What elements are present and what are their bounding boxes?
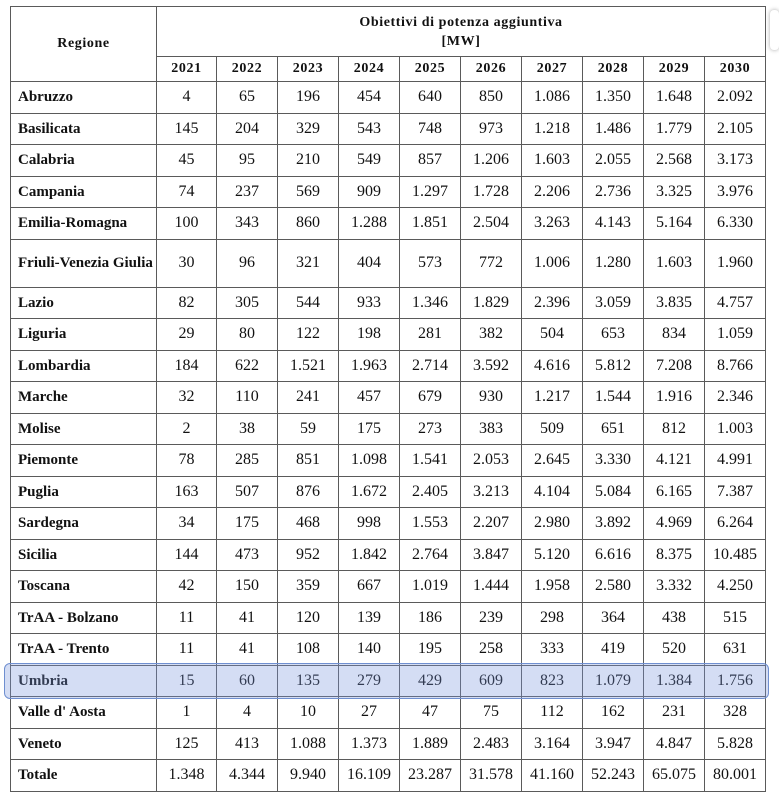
value-cell: 23.287 (400, 760, 461, 792)
value-cell: 237 (217, 176, 278, 208)
value-cell: 3.164 (522, 728, 583, 760)
value-cell: 2.055 (583, 145, 644, 177)
table-row (11, 445, 766, 477)
value-cell: 1.672 (339, 476, 400, 508)
value-cell: 1.348 (157, 760, 217, 792)
value-cell: 3.592 (461, 350, 522, 382)
value-cell: 3.213 (461, 476, 522, 508)
value-cell: 298 (522, 602, 583, 634)
table-container (10, 6, 766, 792)
value-cell: 184 (157, 350, 217, 382)
value-cell: 1 (157, 697, 217, 729)
value-cell: 520 (644, 634, 705, 666)
value-cell: 42 (157, 571, 217, 603)
value-cell: 3.947 (583, 728, 644, 760)
table-row (11, 319, 766, 351)
value-cell: 195 (400, 634, 461, 666)
region-name: Toscana (11, 571, 157, 603)
value-cell: 834 (644, 319, 705, 351)
value-cell: 82 (157, 287, 217, 319)
value-cell: 1.756 (705, 665, 766, 697)
value-cell: 8.375 (644, 539, 705, 571)
value-cell: 16.109 (339, 760, 400, 792)
value-cell: 196 (278, 82, 339, 114)
value-cell: 2.714 (400, 350, 461, 382)
value-cell: 135 (278, 665, 339, 697)
value-cell: 419 (583, 634, 644, 666)
value-cell: 140 (339, 634, 400, 666)
table-row (11, 413, 766, 445)
region-name: Calabria (11, 145, 157, 177)
value-cell: 41 (217, 634, 278, 666)
table-row (11, 602, 766, 634)
region-name: Marche (11, 382, 157, 414)
value-cell: 2.396 (522, 287, 583, 319)
value-cell: 1.086 (522, 82, 583, 114)
table-row (11, 350, 766, 382)
value-cell: 473 (217, 539, 278, 571)
table-row (11, 634, 766, 666)
value-cell: 1.779 (644, 113, 705, 145)
value-cell: 468 (278, 508, 339, 540)
value-cell: 45 (157, 145, 217, 177)
value-cell: 933 (339, 287, 400, 319)
value-cell: 4.616 (522, 350, 583, 382)
value-cell: 1.384 (644, 665, 705, 697)
value-cell: 1.088 (278, 728, 339, 760)
region-name: Friuli-Venezia Giulia (11, 239, 157, 287)
value-cell: 2.645 (522, 445, 583, 477)
value-cell: 507 (217, 476, 278, 508)
value-cell: 110 (217, 382, 278, 414)
value-cell: 1.280 (583, 239, 644, 287)
value-cell: 2.568 (644, 145, 705, 177)
value-cell: 75 (461, 697, 522, 729)
table-row (11, 382, 766, 414)
value-cell: 1.603 (522, 145, 583, 177)
region-name: Molise (11, 413, 157, 445)
value-cell: 4.757 (705, 287, 766, 319)
value-cell: 1.541 (400, 445, 461, 477)
value-cell: 1.218 (522, 113, 583, 145)
table-row (11, 113, 766, 145)
value-cell: 3.332 (644, 571, 705, 603)
value-cell: 1.006 (522, 239, 583, 287)
value-cell: 454 (339, 82, 400, 114)
value-cell: 65.075 (644, 760, 705, 792)
value-cell: 52.243 (583, 760, 644, 792)
value-cell: 543 (339, 113, 400, 145)
value-cell: 204 (217, 113, 278, 145)
table-row (11, 665, 766, 697)
region-name: Campania (11, 176, 157, 208)
value-cell: 1.728 (461, 176, 522, 208)
value-cell: 1.960 (705, 239, 766, 287)
value-cell: 1.288 (339, 208, 400, 240)
year-header: 2024 (339, 57, 400, 82)
value-cell: 1.003 (705, 413, 766, 445)
table-row (11, 208, 766, 240)
value-cell: 321 (278, 239, 339, 287)
value-cell: 1.444 (461, 571, 522, 603)
value-cell: 573 (400, 239, 461, 287)
value-cell: 5.084 (583, 476, 644, 508)
value-cell: 175 (217, 508, 278, 540)
value-cell: 1.079 (583, 665, 644, 697)
value-cell: 1.486 (583, 113, 644, 145)
value-cell: 2.053 (461, 445, 522, 477)
value-cell: 231 (644, 697, 705, 729)
value-cell: 5.812 (583, 350, 644, 382)
value-cell: 359 (278, 571, 339, 603)
value-cell: 622 (217, 350, 278, 382)
value-cell: 186 (400, 602, 461, 634)
value-cell: 1.019 (400, 571, 461, 603)
value-cell: 609 (461, 665, 522, 697)
value-cell: 47 (400, 697, 461, 729)
value-cell: 2.207 (461, 508, 522, 540)
value-cell: 1.544 (583, 382, 644, 414)
value-cell: 823 (522, 665, 583, 697)
table-body (11, 82, 766, 792)
value-cell: 3.847 (461, 539, 522, 571)
value-cell: 4.969 (644, 508, 705, 540)
region-name: Veneto (11, 728, 157, 760)
value-cell: 7.387 (705, 476, 766, 508)
value-cell: 851 (278, 445, 339, 477)
value-cell: 640 (400, 82, 461, 114)
table-row (11, 82, 766, 114)
value-cell: 198 (339, 319, 400, 351)
value-cell: 1.842 (339, 539, 400, 571)
year-header: 2030 (705, 57, 766, 82)
value-cell: 32 (157, 382, 217, 414)
region-name: Liguria (11, 319, 157, 351)
value-cell: 4 (217, 697, 278, 729)
value-cell: 850 (461, 82, 522, 114)
table-row (11, 239, 766, 287)
region-name: TrAA - Trento (11, 634, 157, 666)
value-cell: 413 (217, 728, 278, 760)
value-cell: 329 (278, 113, 339, 145)
value-cell: 15 (157, 665, 217, 697)
value-cell: 100 (157, 208, 217, 240)
value-cell: 3.330 (583, 445, 644, 477)
value-cell: 80.001 (705, 760, 766, 792)
value-cell: 162 (583, 697, 644, 729)
value-cell: 150 (217, 571, 278, 603)
value-cell: 857 (400, 145, 461, 177)
value-cell: 145 (157, 113, 217, 145)
value-cell: 667 (339, 571, 400, 603)
value-cell: 239 (461, 602, 522, 634)
value-cell: 2.504 (461, 208, 522, 240)
group-header-unit: [MW] (441, 33, 481, 49)
value-cell: 3.173 (705, 145, 766, 177)
value-cell: 1.553 (400, 508, 461, 540)
region-name: Emilia-Romagna (11, 208, 157, 240)
year-header: 2022 (217, 57, 278, 82)
value-cell: 3.325 (644, 176, 705, 208)
value-cell: 10.485 (705, 539, 766, 571)
value-cell: 59 (278, 413, 339, 445)
value-cell: 6.165 (644, 476, 705, 508)
value-cell: 210 (278, 145, 339, 177)
value-cell: 364 (583, 602, 644, 634)
value-cell: 6.330 (705, 208, 766, 240)
value-cell: 2.105 (705, 113, 766, 145)
value-cell: 549 (339, 145, 400, 177)
value-cell: 2.346 (705, 382, 766, 414)
value-cell: 6.264 (705, 508, 766, 540)
value-cell: 382 (461, 319, 522, 351)
value-cell: 3.059 (583, 287, 644, 319)
value-cell: 504 (522, 319, 583, 351)
value-cell: 1.916 (644, 382, 705, 414)
value-cell: 38 (217, 413, 278, 445)
value-cell: 952 (278, 539, 339, 571)
region-name: Puglia (11, 476, 157, 508)
value-cell: 4.121 (644, 445, 705, 477)
value-cell: 3.835 (644, 287, 705, 319)
value-cell: 812 (644, 413, 705, 445)
value-cell: 515 (705, 602, 766, 634)
value-cell: 6.616 (583, 539, 644, 571)
value-cell: 31.578 (461, 760, 522, 792)
value-cell: 74 (157, 176, 217, 208)
year-header: 2029 (644, 57, 705, 82)
group-header (157, 7, 766, 57)
value-cell: 163 (157, 476, 217, 508)
value-cell: 4 (157, 82, 217, 114)
total-label: Totale (11, 760, 157, 792)
value-cell: 120 (278, 602, 339, 634)
value-cell: 651 (583, 413, 644, 445)
value-cell: 8.766 (705, 350, 766, 382)
value-cell: 1.059 (705, 319, 766, 351)
year-header: 2023 (278, 57, 339, 82)
value-cell: 653 (583, 319, 644, 351)
value-cell: 7.208 (644, 350, 705, 382)
value-cell: 285 (217, 445, 278, 477)
value-cell: 125 (157, 728, 217, 760)
year-header: 2026 (461, 57, 522, 82)
value-cell: 279 (339, 665, 400, 697)
table-row (11, 476, 766, 508)
value-cell: 4.344 (217, 760, 278, 792)
value-cell: 34 (157, 508, 217, 540)
value-cell: 96 (217, 239, 278, 287)
value-cell: 112 (522, 697, 583, 729)
value-cell: 631 (705, 634, 766, 666)
value-cell: 4.143 (583, 208, 644, 240)
value-cell: 2.764 (400, 539, 461, 571)
value-cell: 281 (400, 319, 461, 351)
value-cell: 1.346 (400, 287, 461, 319)
value-cell: 569 (278, 176, 339, 208)
value-cell: 41 (217, 602, 278, 634)
value-cell: 29 (157, 319, 217, 351)
value-cell: 241 (278, 382, 339, 414)
value-cell: 438 (644, 602, 705, 634)
value-cell: 1.098 (339, 445, 400, 477)
value-cell: 909 (339, 176, 400, 208)
value-cell: 930 (461, 382, 522, 414)
table-row (11, 728, 766, 760)
value-cell: 27 (339, 697, 400, 729)
region-name: Umbria (11, 665, 157, 697)
value-cell: 1.851 (400, 208, 461, 240)
table-row (11, 508, 766, 540)
value-cell: 1.350 (583, 82, 644, 114)
value-cell: 333 (522, 634, 583, 666)
table-row (11, 539, 766, 571)
value-cell: 30 (157, 239, 217, 287)
value-cell: 3.263 (522, 208, 583, 240)
value-cell: 1.373 (339, 728, 400, 760)
value-cell: 1.206 (461, 145, 522, 177)
value-cell: 4.991 (705, 445, 766, 477)
value-cell: 1.217 (522, 382, 583, 414)
value-cell: 328 (705, 697, 766, 729)
year-header: 2027 (522, 57, 583, 82)
table-row (11, 287, 766, 319)
value-cell: 544 (278, 287, 339, 319)
region-name: Lombardia (11, 350, 157, 382)
value-cell: 2.483 (461, 728, 522, 760)
value-cell: 1.958 (522, 571, 583, 603)
value-cell: 3.892 (583, 508, 644, 540)
value-cell: 509 (522, 413, 583, 445)
value-cell: 1.297 (400, 176, 461, 208)
value-cell: 457 (339, 382, 400, 414)
value-cell: 41.160 (522, 760, 583, 792)
value-cell: 343 (217, 208, 278, 240)
value-cell: 108 (278, 634, 339, 666)
value-cell: 80 (217, 319, 278, 351)
value-cell: 2 (157, 413, 217, 445)
region-name: Lazio (11, 287, 157, 319)
group-header-title: Obiettivi di potenza aggiuntiva (359, 14, 563, 30)
value-cell: 5.828 (705, 728, 766, 760)
value-cell: 404 (339, 239, 400, 287)
year-header: 2028 (583, 57, 644, 82)
value-cell: 772 (461, 239, 522, 287)
value-cell: 748 (400, 113, 461, 145)
value-cell: 60 (217, 665, 278, 697)
value-cell: 1.889 (400, 728, 461, 760)
year-header: 2021 (157, 57, 217, 82)
value-cell: 78 (157, 445, 217, 477)
value-cell: 860 (278, 208, 339, 240)
value-cell: 4.104 (522, 476, 583, 508)
value-cell: 139 (339, 602, 400, 634)
value-cell: 144 (157, 539, 217, 571)
value-cell: 273 (400, 413, 461, 445)
table-row (11, 697, 766, 729)
value-cell: 9.940 (278, 760, 339, 792)
value-cell: 2.092 (705, 82, 766, 114)
table-row (11, 176, 766, 208)
value-cell: 5.164 (644, 208, 705, 240)
value-cell: 429 (400, 665, 461, 697)
value-cell: 11 (157, 602, 217, 634)
value-cell: 1.963 (339, 350, 400, 382)
value-cell: 973 (461, 113, 522, 145)
table-row (11, 571, 766, 603)
value-cell: 2.736 (583, 176, 644, 208)
region-name: TrAA - Bolzano (11, 602, 157, 634)
value-cell: 4.250 (705, 571, 766, 603)
region-name: Sicilia (11, 539, 157, 571)
region-name: Sardegna (11, 508, 157, 540)
value-cell: 3.976 (705, 176, 766, 208)
value-cell: 679 (400, 382, 461, 414)
value-cell: 383 (461, 413, 522, 445)
value-cell: 1.829 (461, 287, 522, 319)
value-cell: 1.648 (644, 82, 705, 114)
power-targets-table (10, 6, 766, 792)
value-cell: 2.580 (583, 571, 644, 603)
value-cell: 1.521 (278, 350, 339, 382)
region-header: Regione (11, 7, 157, 82)
value-cell: 2.980 (522, 508, 583, 540)
table-row (11, 145, 766, 177)
year-header: 2025 (400, 57, 461, 82)
scrollbar-edge (770, 10, 779, 50)
value-cell: 2.405 (400, 476, 461, 508)
value-cell: 10 (278, 697, 339, 729)
value-cell: 1.603 (644, 239, 705, 287)
region-name: Basilicata (11, 113, 157, 145)
total-row (11, 760, 766, 792)
value-cell: 95 (217, 145, 278, 177)
region-name: Abruzzo (11, 82, 157, 114)
value-cell: 305 (217, 287, 278, 319)
value-cell: 11 (157, 634, 217, 666)
region-name: Piemonte (11, 445, 157, 477)
region-name: Valle d' Aosta (11, 697, 157, 729)
value-cell: 4.847 (644, 728, 705, 760)
value-cell: 258 (461, 634, 522, 666)
value-cell: 998 (339, 508, 400, 540)
value-cell: 2.206 (522, 176, 583, 208)
value-cell: 876 (278, 476, 339, 508)
value-cell: 175 (339, 413, 400, 445)
value-cell: 65 (217, 82, 278, 114)
value-cell: 122 (278, 319, 339, 351)
value-cell: 5.120 (522, 539, 583, 571)
